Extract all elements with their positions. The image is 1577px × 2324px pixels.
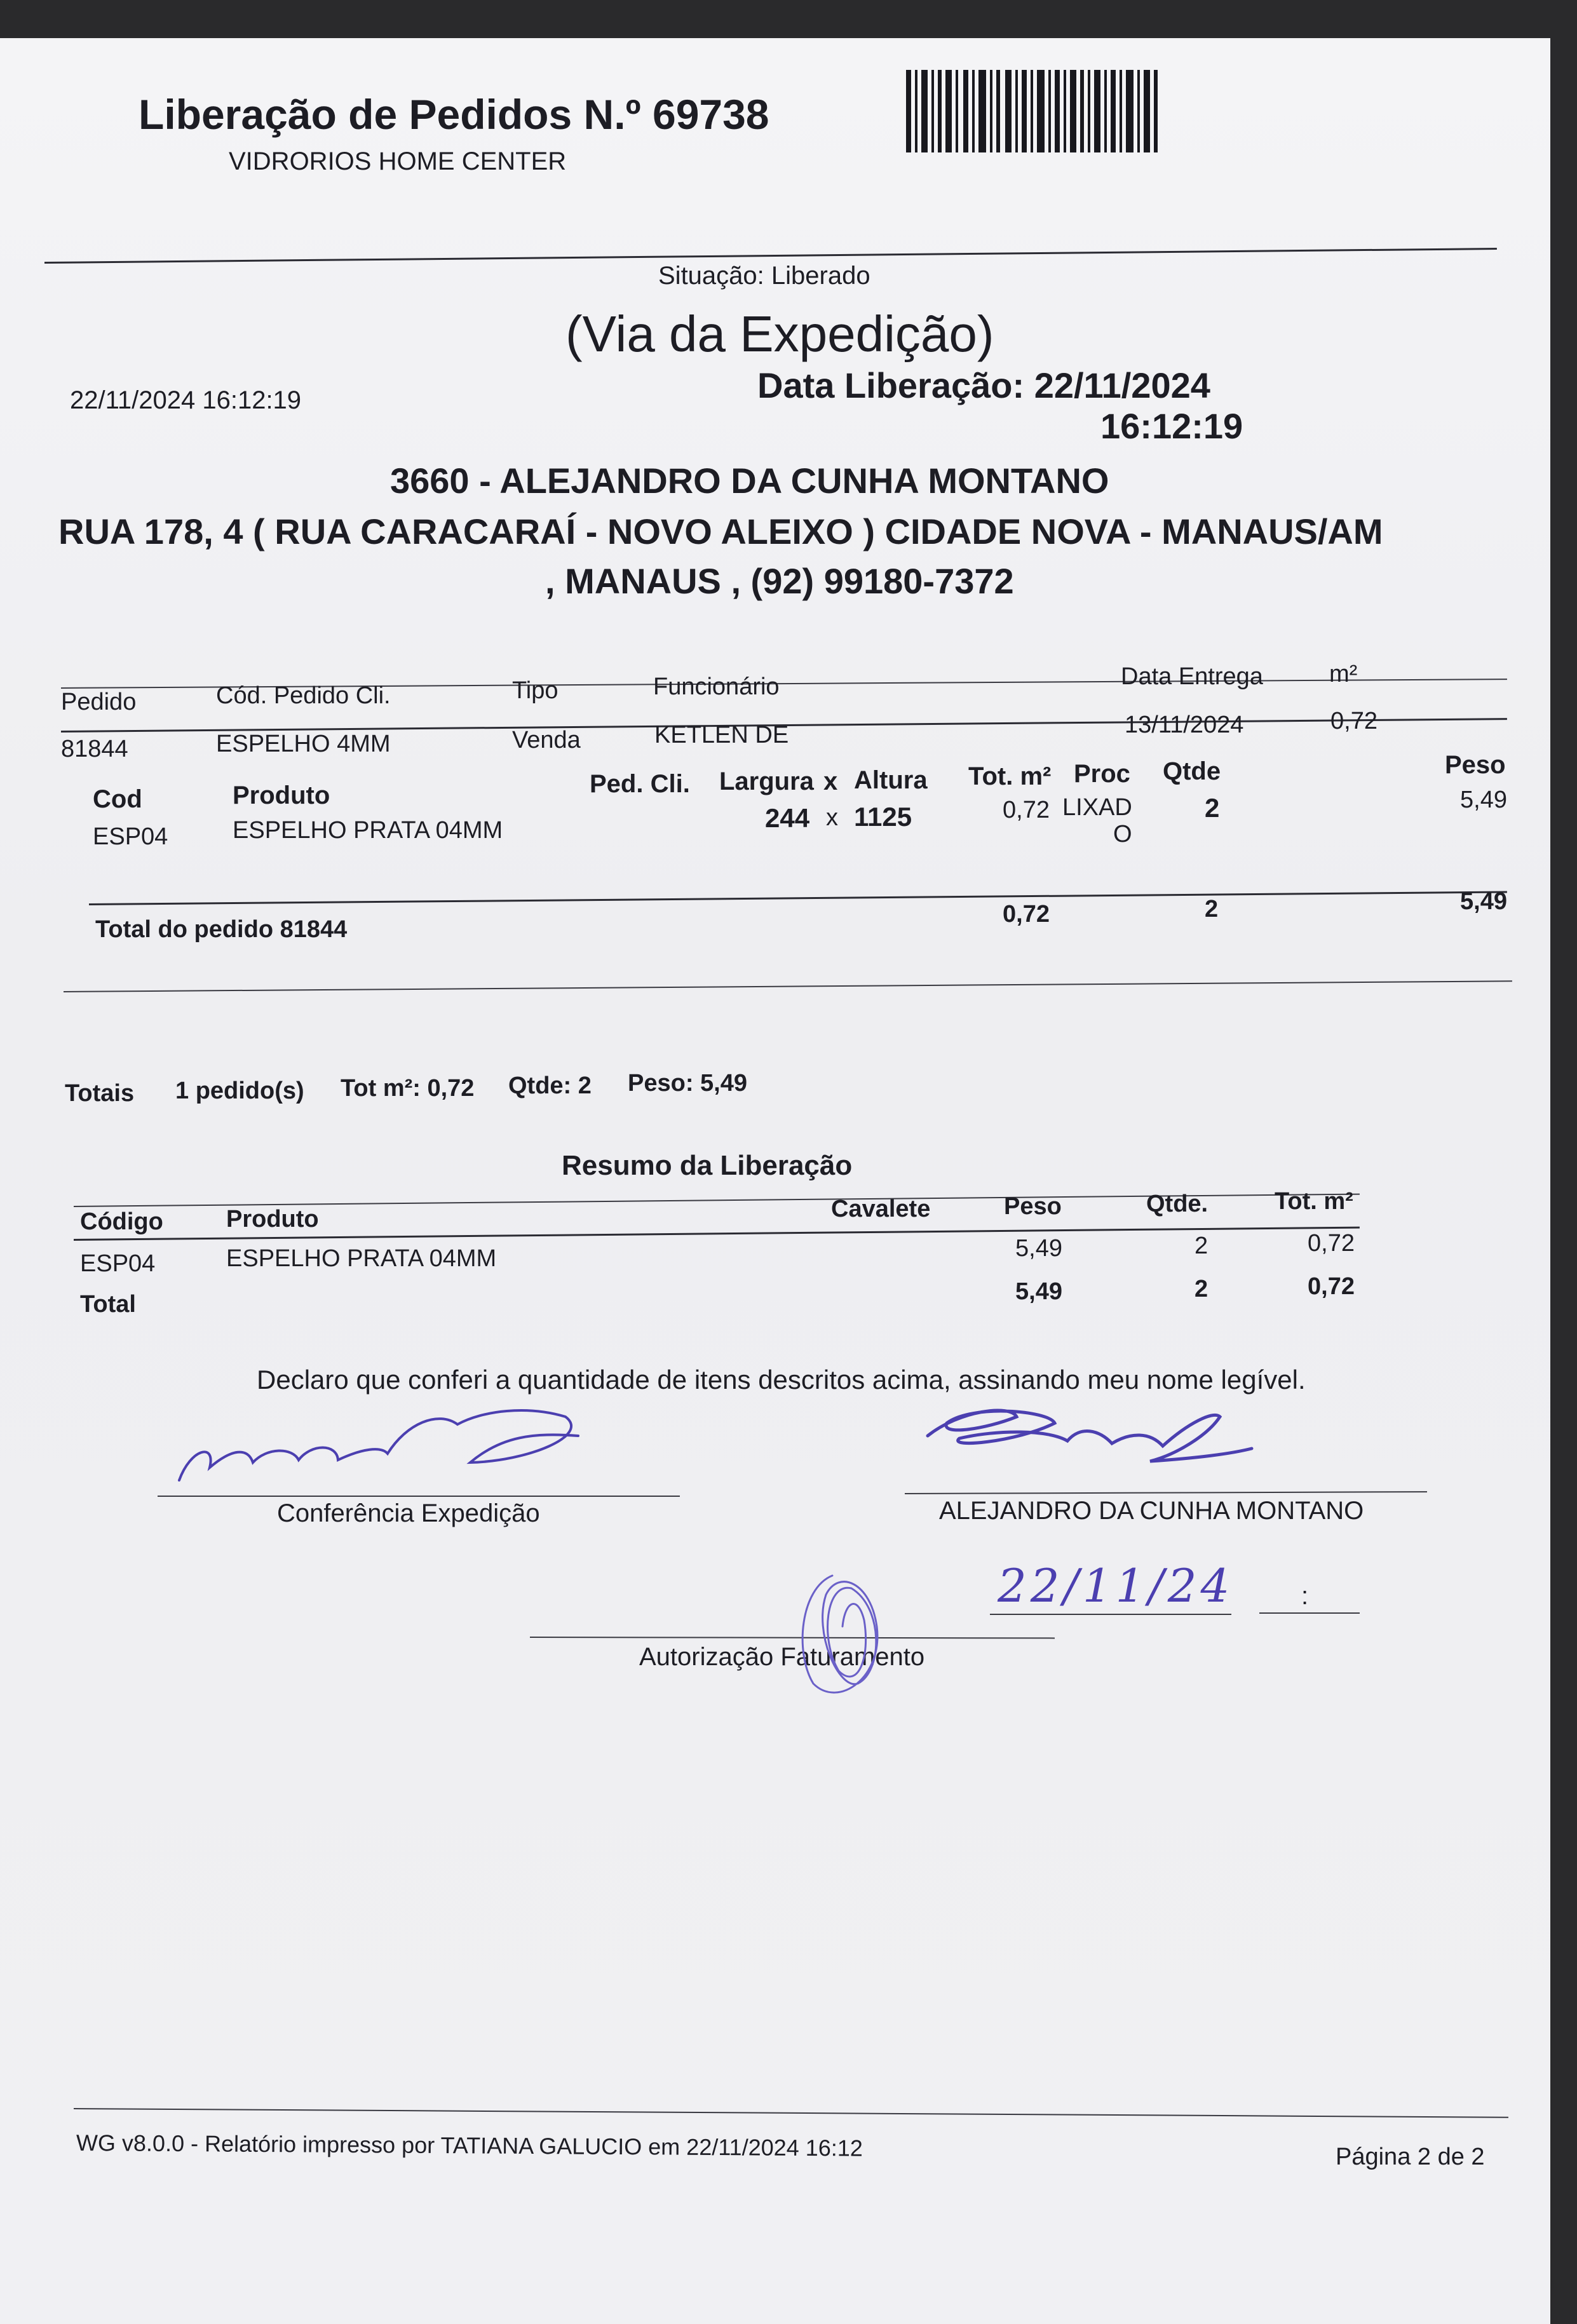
release-time: 16:12:19 — [1100, 406, 1243, 446]
summary-header-tot-m2: Tot. m² — [1275, 1188, 1353, 1215]
item-largura: 244 — [765, 803, 810, 833]
summary-cell-tot-m2: 0,72 — [1308, 1230, 1355, 1257]
footer-printed-by: WG v8.0.0 - Relatório impresso por TATIANA GALUCIO em 22/11/2024 16:12 — [76, 2130, 863, 2161]
col-header-funcionario: Funcionário — [653, 673, 780, 700]
document-page — [0, 38, 1550, 2324]
item-header-altura: Altura — [854, 766, 928, 794]
order-total-rule — [89, 891, 1507, 905]
totals-pedidos: 1 pedido(s) — [175, 1078, 304, 1104]
item-cod: ESP04 — [93, 823, 168, 850]
summary-header-codigo: Código — [80, 1208, 163, 1235]
summary-header-cavalete: Cavalete — [831, 1196, 931, 1222]
cell-m2: 0,72 — [1330, 708, 1377, 734]
time-line — [1259, 1612, 1360, 1614]
page-number: Página 2 de 2 — [1336, 2144, 1485, 2170]
summary-header-peso: Peso — [1004, 1193, 1062, 1220]
item-proc: LIXAD — [1062, 794, 1132, 821]
print-datetime: 22/11/2024 16:12:19 — [70, 386, 302, 414]
cell-tipo: Venda — [512, 727, 581, 753]
item-peso: 5,49 — [1460, 787, 1507, 813]
summary-cell-codigo: ESP04 — [80, 1250, 156, 1277]
expedition-signature-image — [172, 1372, 616, 1487]
totals-label: Totais — [65, 1080, 135, 1107]
cell-funcionario: KETLEN DE — [654, 722, 789, 748]
item-x: x — [826, 804, 838, 831]
item-altura: 1125 — [854, 802, 912, 832]
status-text: Situação: Liberado — [658, 262, 870, 290]
time-placeholder: : — [1301, 1582, 1309, 1610]
summary-header-produto: Produto — [226, 1206, 319, 1233]
summary-total-peso: 5,49 — [1015, 1278, 1062, 1305]
order-total-qtde: 2 — [1205, 896, 1219, 922]
footer-rule — [74, 2108, 1508, 2118]
order-total-peso: 5,49 — [1460, 888, 1507, 915]
col-header-pedido: Pedido — [61, 689, 137, 715]
conferencia-label: Conferência Expedição — [277, 1499, 540, 1527]
summary-header-qtde: Qtde. — [1146, 1191, 1208, 1217]
cell-pedido: 81844 — [61, 736, 128, 762]
item-proc-cont: O — [1113, 821, 1132, 848]
order-total-label: Total do pedido 81844 — [95, 916, 348, 943]
totals-m2: Tot m²: 0,72 — [341, 1075, 475, 1102]
totals-qtde: Qtde: 2 — [508, 1072, 592, 1099]
handwritten-date: 22/11/24 — [998, 1559, 1234, 1612]
col-header-tipo: Tipo — [512, 677, 558, 704]
col-header-m2: m² — [1329, 661, 1358, 687]
left-signature-line — [158, 1496, 680, 1497]
release-date: Data Liberação: 22/11/2024 — [757, 365, 1210, 405]
item-tot-m2: 0,72 — [1003, 797, 1050, 823]
customer-address-line1: RUA 178, 4 ( RUA CARACARAÍ - NOVO ALEIXO ) CIDADE NOVA - MANAUS/AM — [58, 511, 1383, 551]
customer-signature-label: ALEJANDRO DA CUNHA MONTANO — [939, 1497, 1364, 1525]
customer-signature-image — [921, 1385, 1277, 1480]
company-name: VIDRORIOS HOME CENTER — [229, 147, 567, 175]
cell-data-entrega: 13/11/2024 — [1125, 712, 1244, 738]
summary-title: Resumo da Liberação — [562, 1150, 853, 1181]
cell-cod-pedido-cli: ESPELHO 4MM — [216, 731, 391, 757]
order-table-bottom-rule — [64, 980, 1512, 992]
summary-cell-qtde: 2 — [1195, 1233, 1208, 1259]
item-header-peso: Peso — [1445, 751, 1506, 779]
item-produto: ESPELHO PRATA 04MM — [233, 817, 503, 844]
right-signature-line — [905, 1491, 1427, 1494]
customer-address-line2: , MANAUS , (92) 99180-7372 — [545, 561, 1014, 601]
item-header-produto: Produto — [233, 781, 330, 809]
col-header-cod-pedido-cli: Cód. Pedido Cli. — [216, 682, 391, 709]
document-title: Liberação de Pedidos N.º 69738 — [139, 91, 769, 138]
summary-cell-peso: 5,49 — [1015, 1235, 1062, 1262]
summary-cell-produto: ESPELHO PRATA 04MM — [226, 1245, 497, 1272]
item-header-largura: Largura — [719, 767, 814, 795]
auth-label: Autorização Faturamento — [639, 1643, 925, 1671]
date-line — [990, 1614, 1231, 1615]
item-header-ped-cli: Ped. Cli. — [590, 770, 690, 798]
summary-total-tot-m2: 0,72 — [1308, 1273, 1355, 1300]
order-total-m2: 0,72 — [1003, 901, 1050, 928]
item-header-cod: Cod — [93, 785, 142, 813]
item-header-proc: Proc — [1074, 760, 1130, 788]
auth-scribble-image — [788, 1563, 902, 1703]
item-qtde: 2 — [1205, 793, 1220, 823]
declaration-text: Declaro que conferi a quantidade de itens descritos acima, assinando meu nome legível. — [257, 1365, 1306, 1395]
summary-total-label: Total — [80, 1291, 136, 1318]
barcode-image — [906, 70, 1160, 152]
col-header-data-entrega: Data Entrega — [1121, 663, 1263, 690]
customer-name: 3660 - ALEJANDRO DA CUNHA MONTANO — [390, 461, 1109, 501]
via-label: (Via da Expedição) — [565, 306, 994, 362]
item-header-tot-m2: Tot. m² — [968, 762, 1052, 790]
item-header-x: x — [823, 767, 838, 795]
summary-total-qtde: 2 — [1195, 1276, 1208, 1302]
item-header-qtde: Qtde — [1163, 757, 1221, 785]
totals-peso: Peso: 5,49 — [628, 1070, 747, 1097]
